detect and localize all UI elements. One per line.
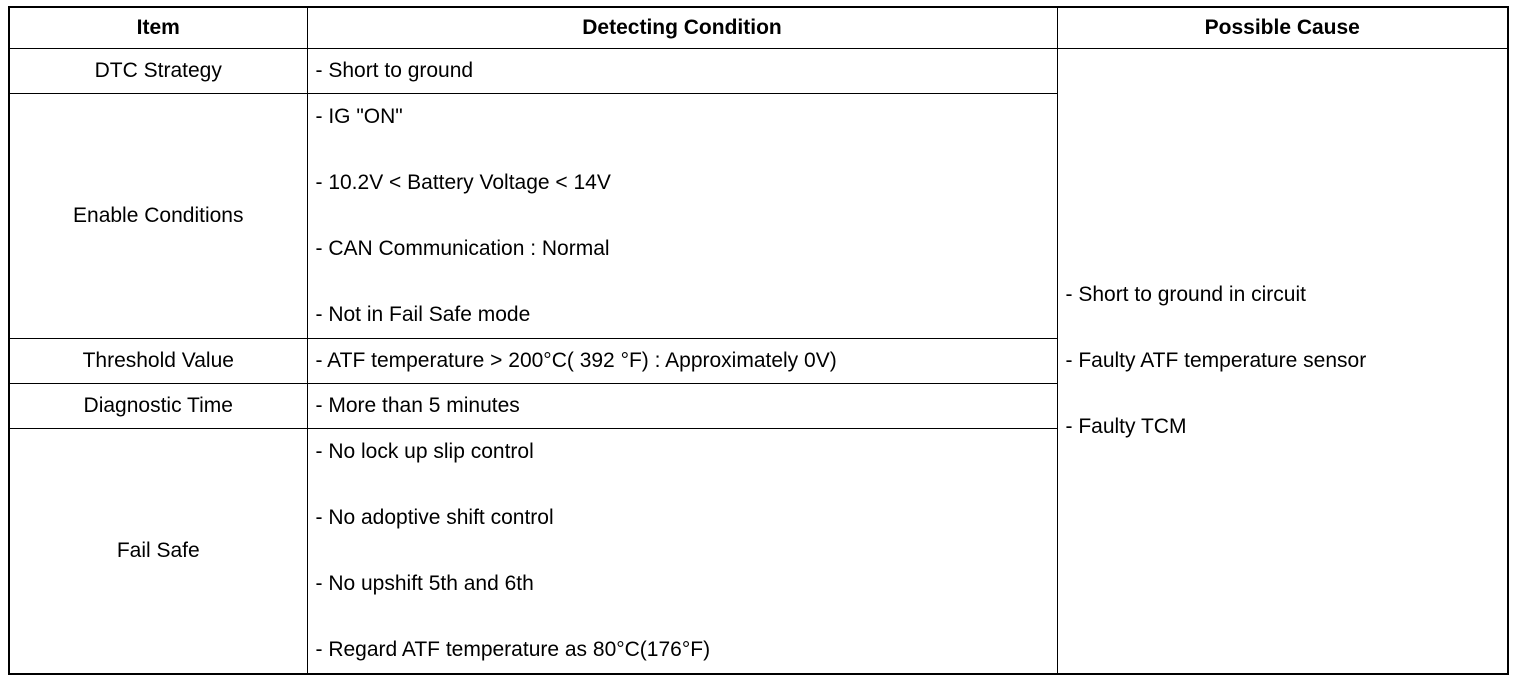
item-enable-conditions: Enable Conditions — [9, 94, 307, 339]
item-diagnostic-time: Diagnostic Time — [9, 384, 307, 429]
dtc-table — [8, 6, 1509, 675]
cause-line: - Faulty ATF temperature sensor — [1065, 348, 1367, 372]
cause-line: - Short to ground in circuit — [1065, 282, 1306, 306]
condition-line: - No adoptive shift control — [315, 506, 554, 529]
condition-line: - IG "ON" — [315, 105, 403, 128]
item-fail-safe: Fail Safe — [9, 429, 307, 674]
condition-list — [316, 429, 1057, 662]
header-item: Item — [9, 7, 307, 49]
header-row — [9, 7, 1508, 49]
header-possible-cause: Possible Cause — [1057, 7, 1508, 49]
item-dtc-strategy: DTC Strategy — [9, 49, 307, 94]
condition-cell-diagnostic-time — [307, 384, 1057, 429]
condition-cell-enable-conditions — [307, 94, 1057, 339]
condition-line: - No upshift 5th and 6th — [315, 572, 534, 595]
condition-list — [316, 94, 1057, 327]
condition-line: - Regard ATF temperature as 80°C(176°F) — [315, 638, 711, 661]
possible-cause-cell — [1057, 49, 1508, 674]
condition-line: - Short to ground — [315, 59, 474, 82]
condition-cell-fail-safe — [307, 429, 1057, 674]
condition-line: - 10.2V < Battery Voltage < 14V — [315, 171, 611, 194]
condition-line: - More than 5 minutes — [315, 394, 520, 417]
condition-cell-threshold-value — [307, 339, 1057, 384]
condition-line: - No lock up slip control — [315, 440, 534, 463]
possible-cause-list — [1066, 283, 1508, 439]
table-row-dtc-strategy — [9, 49, 1508, 94]
cause-line: - Faulty TCM — [1065, 414, 1187, 438]
condition-line: - ATF temperature > 200°C( 392 °F) : Approximately 0V) — [315, 349, 837, 372]
condition-line: - CAN Communication : Normal — [315, 237, 610, 260]
item-threshold-value: Threshold Value — [9, 339, 307, 384]
condition-cell-dtc-strategy — [307, 49, 1057, 94]
condition-line: - Not in Fail Safe mode — [315, 303, 531, 326]
header-detecting-condition: Detecting Condition — [307, 7, 1057, 49]
